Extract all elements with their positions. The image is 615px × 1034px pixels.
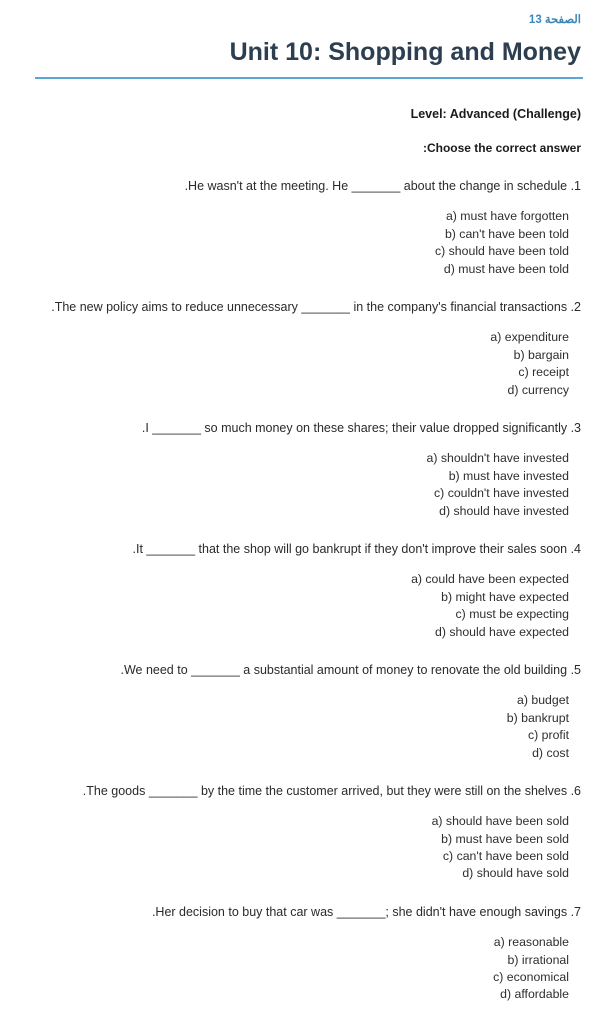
option-item[interactable]: b) can't have been told bbox=[444, 226, 569, 241]
question-text: .Her decision to buy that car was _______; she didn't have enough savings .7 bbox=[151, 904, 581, 919]
option-item[interactable]: b) must have been sold bbox=[441, 831, 569, 846]
option-list bbox=[32, 208, 583, 278]
question-block bbox=[32, 540, 583, 641]
option-item[interactable]: d) must have been told bbox=[443, 261, 569, 276]
question-block bbox=[32, 419, 583, 520]
option-list bbox=[32, 329, 583, 399]
question-text: .I _______ so much money on these shares; their value dropped significantly .3 bbox=[141, 421, 581, 436]
page-number-label: الصفحة 13 bbox=[528, 14, 581, 26]
option-item[interactable]: a) could have been expected bbox=[411, 572, 569, 587]
question-text: .It _______ that the shop will go bankrupt if they don't improve their sales soon .4 bbox=[132, 542, 581, 557]
option-list bbox=[32, 934, 583, 1004]
option-item[interactable]: a) budget bbox=[517, 693, 569, 708]
question-block bbox=[32, 177, 583, 278]
question-text: .We need to _______ a substantial amount of money to renovate the old building .5 bbox=[120, 663, 581, 678]
question-block bbox=[32, 298, 583, 399]
option-item[interactable]: d) currency bbox=[507, 382, 569, 397]
option-list bbox=[32, 813, 583, 883]
option-list bbox=[32, 692, 583, 762]
option-item[interactable]: c) economical bbox=[493, 969, 569, 984]
option-list bbox=[32, 450, 583, 520]
page-title: Unit 10: Shopping and Money bbox=[229, 37, 581, 66]
question-block bbox=[32, 661, 583, 762]
option-item[interactable]: a) reasonable bbox=[493, 935, 569, 950]
option-item[interactable]: a) must have forgotten bbox=[445, 209, 569, 224]
option-item[interactable]: d) affordable bbox=[500, 987, 569, 1002]
option-item[interactable]: c) must be expecting bbox=[455, 607, 569, 622]
questions-list bbox=[32, 177, 583, 1004]
option-item[interactable]: d) should have sold bbox=[462, 866, 569, 881]
option-item[interactable]: c) profit bbox=[528, 728, 569, 743]
question-text: .The goods _______ by the time the customer arrived, but they were still on the shelves .6 bbox=[82, 783, 581, 798]
question-block bbox=[32, 782, 583, 883]
option-item[interactable]: a) should have been sold bbox=[431, 814, 569, 829]
option-item[interactable]: c) should have been told bbox=[435, 244, 569, 259]
question-text: .He wasn't at the meeting. He _______ about the change in schedule .1 bbox=[184, 179, 581, 194]
option-item[interactable]: a) expenditure bbox=[490, 330, 569, 345]
option-list bbox=[32, 571, 583, 641]
level-heading: Level: Advanced (Challenge) bbox=[410, 107, 581, 122]
option-item[interactable]: d) should have invested bbox=[439, 503, 569, 518]
option-item[interactable]: d) should have expected bbox=[435, 624, 569, 639]
title-divider bbox=[35, 77, 583, 79]
option-item[interactable]: a) shouldn't have invested bbox=[426, 451, 569, 466]
option-item[interactable]: b) must have invested bbox=[448, 468, 569, 483]
option-item[interactable]: b) might have expected bbox=[441, 589, 569, 604]
option-item[interactable]: d) cost bbox=[532, 745, 569, 760]
question-text: .The new policy aims to reduce unnecessary _______ in the company's financial transactions .2 bbox=[51, 300, 581, 315]
option-item[interactable]: b) bankrupt bbox=[506, 710, 569, 725]
option-item[interactable]: b) irrational bbox=[507, 952, 569, 967]
option-item[interactable]: c) can't have been sold bbox=[442, 849, 569, 864]
question-block bbox=[32, 903, 583, 1004]
option-item[interactable]: c) couldn't have invested bbox=[434, 486, 569, 501]
instruction-text: :Choose the correct answer bbox=[422, 141, 581, 156]
option-item[interactable]: b) bargain bbox=[513, 347, 569, 362]
option-item[interactable]: c) receipt bbox=[518, 365, 569, 380]
